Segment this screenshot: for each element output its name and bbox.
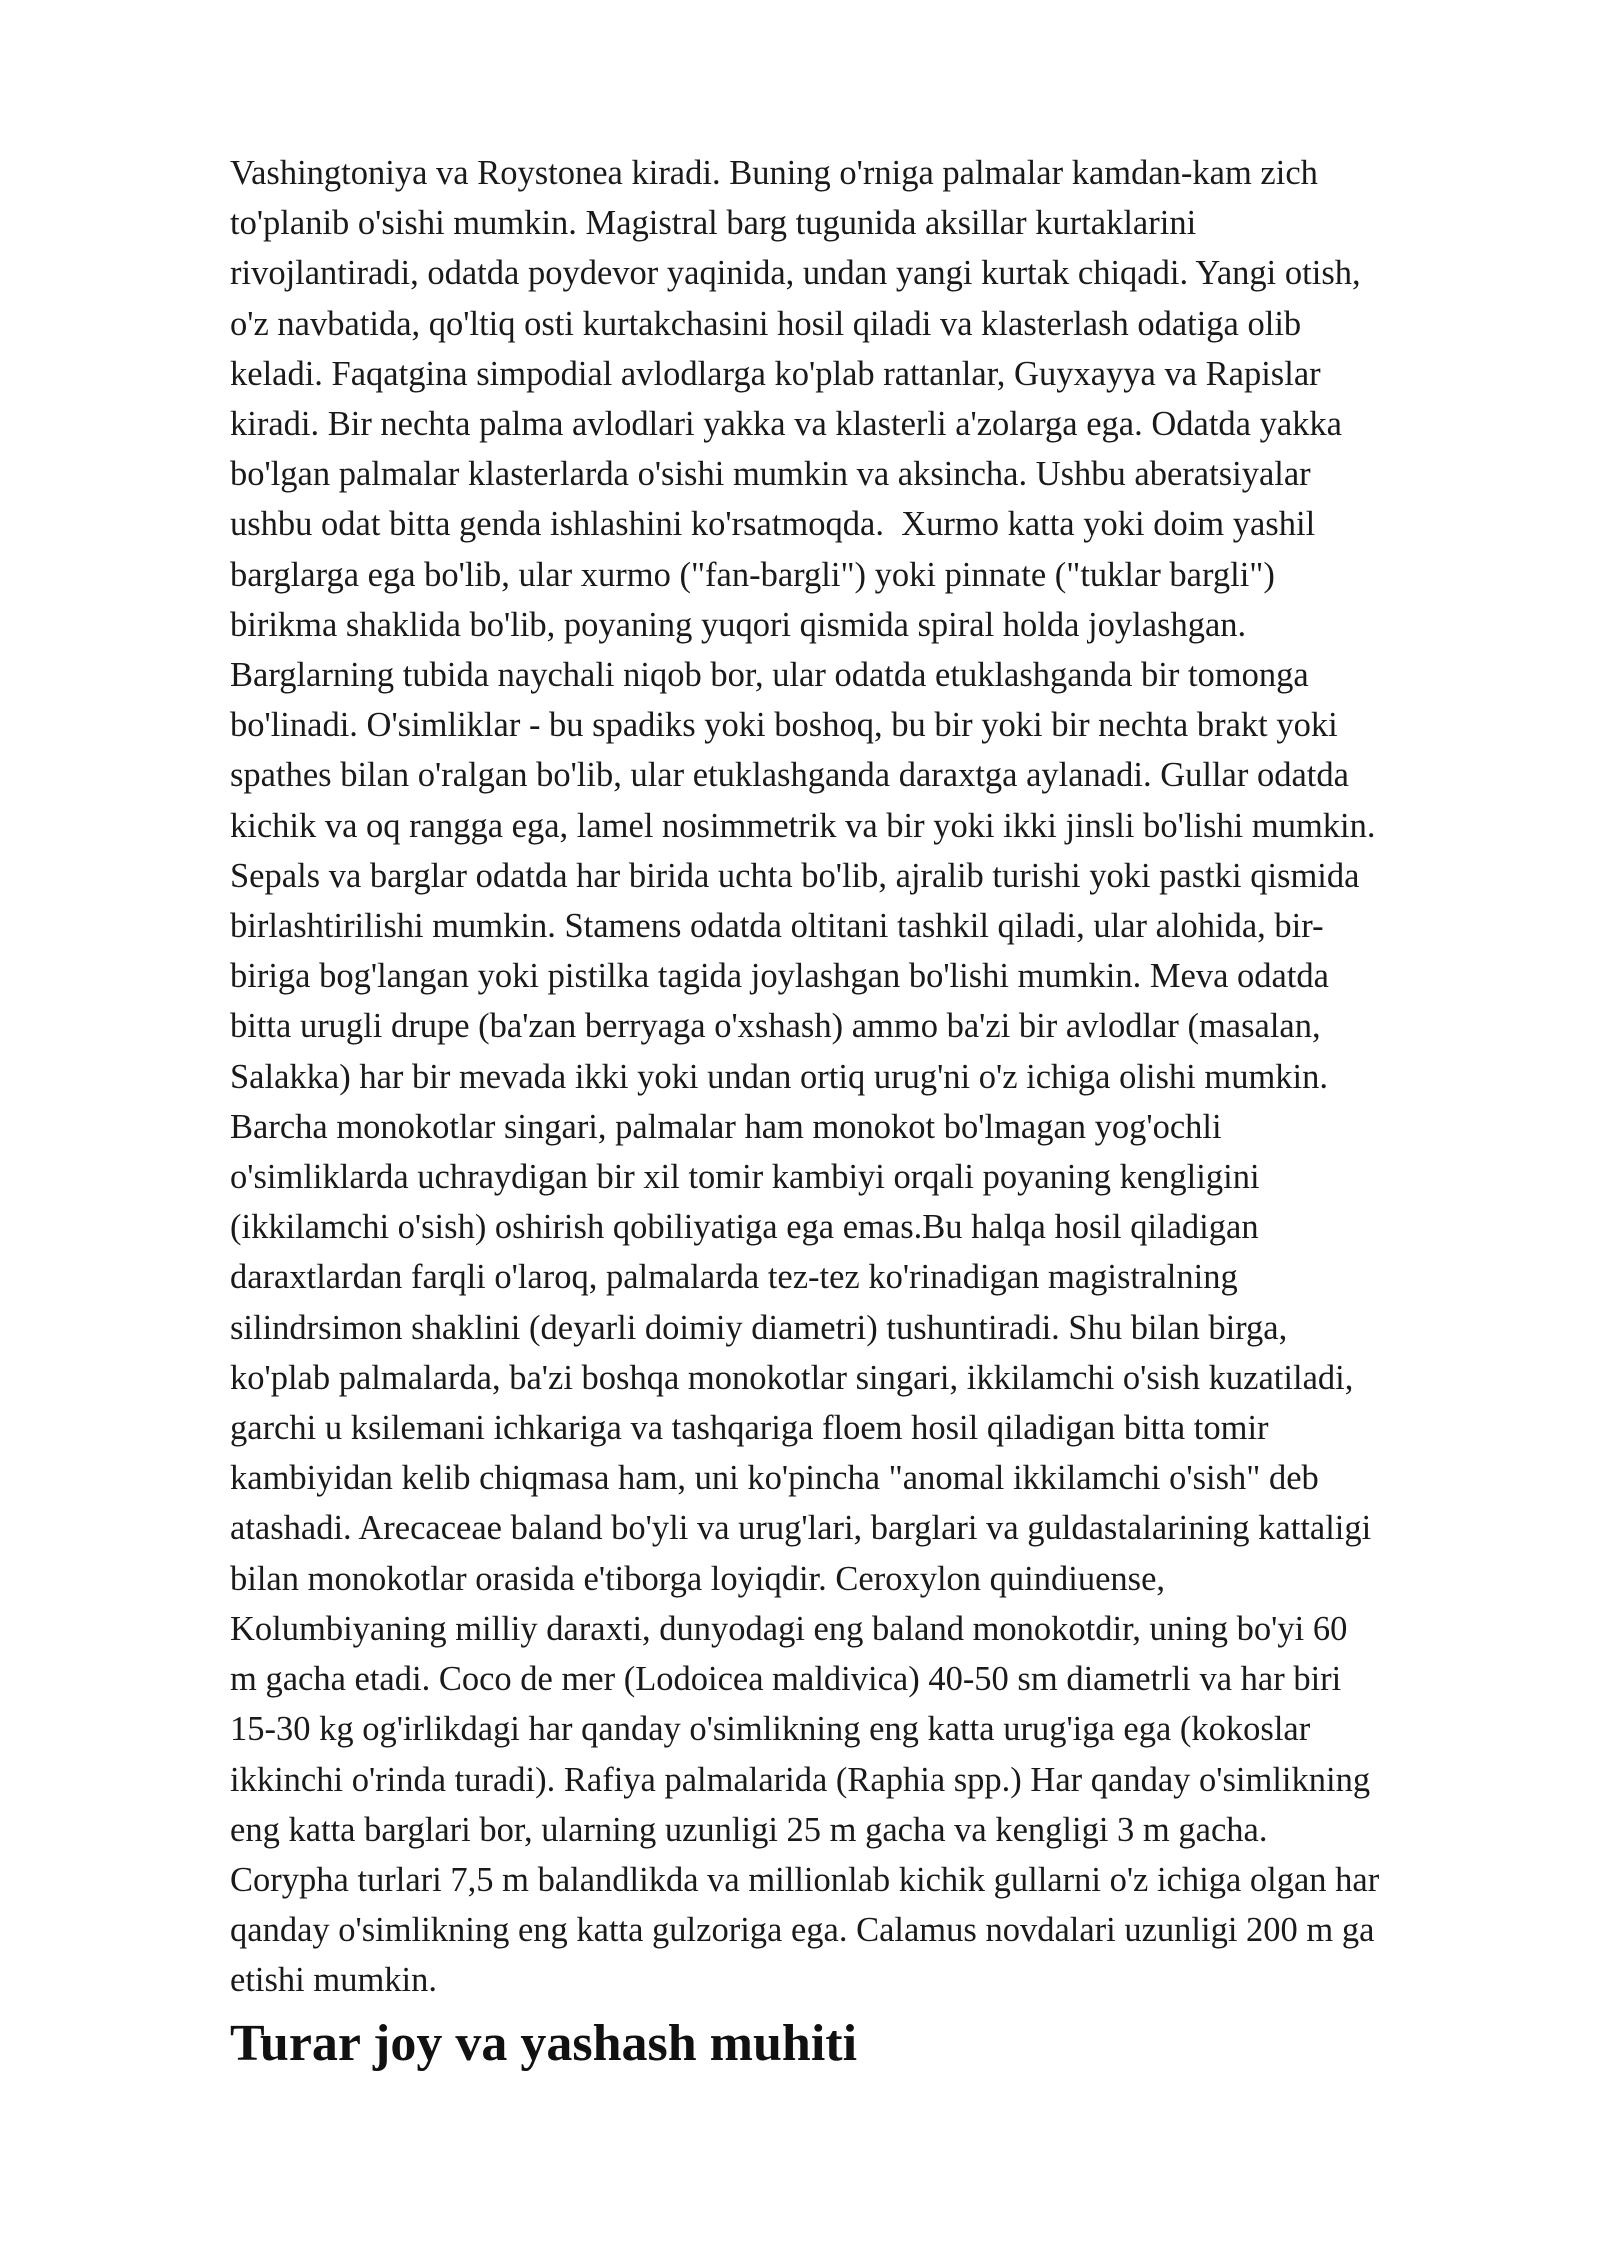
- body-paragraph: Vashingtoniya va Roystonea kiradi. Buning o'rniga palmalar kamdan-kam zich to'planib o'sishi mumkin. Magistral barg tugunida aksillar kurtaklarini rivojlantiradi, odatda poydevor yaqinida, undan yangi kurtak chiqadi. Yangi otish, o'z navbatida, qo'ltiq osti kurtakchasini hosil qiladi va klasterlash odatiga olib keladi. Faqatgina simpodial avlodlarga ko'plab rattanlar, Guyxayya va Rapislar kiradi. Bir nechta palma avlodlari yakka va klasterli a'zolarga ega. Odatda yakka bo'lgan palmalar klasterlarda o'sishi mumkin va aksincha. Ushbu aberatsiyalar ushbu odat bitta genda ishlashini ko'rsatmoqda. Xurmo katta yoki doim yashil barglarga ega bo'lib, ular xurmo ("fan-bargli") yoki pinnate ("tuklar bargli") birikma shaklida bo'lib, poyaning yuqori qismida spiral holda joylashgan. Barglarning tubida naychali niqob bor, ular odatda etuklashganda bir tomonga bo'linadi. O'simliklar - bu spadiks yoki boshoq, bu bir yoki bir nechta brakt yoki spathes bilan o'ralgan bo'lib, ular etuklashganda daraxtga aylanadi. Gullar odatda kichik va oq rangga ega, lamel nosimmetrik va bir yoki ikki jinsli bo'lishi mumkin. Sepals va barglar odatda har birida uchta bo'lib, ajralib turishi yoki pastki qismida birlashtirilishi mumkin. Stamens odatda oltitani tashkil qiladi, ular alohida, bir- biriga bog'langan yoki pistilka tagida joylashgan bo'lishi mumkin. Meva odatda bitta urugli drupe (ba'zan berryaga o'xshash) ammo ba'zi bir avlodlar (masalan, Salakka) har bir mevada ikki yoki undan ortiq urug'ni o'z ichiga olishi mumkin. Barcha monokotlar singari, palmalar ham monokot bo'lmagan yog'ochli o'simliklarda uchraydigan bir xil tomir kambiyi orqali poyaning kengligini (ikkilamchi o'sish) oshirish qobiliyatiga ega emas.Bu halqa hosil qiladigan daraxtlardan farqli o'laroq, palmalarda tez-tez ko'rinadigan magistralning silindrsimon shaklini (deyarli doimiy diametri) tushuntiradi. Shu bilan birga, ko'plab palmalarda, ba'zi boshqa monokotlar singari, ikkilamchi o'sish kuzatiladi, garchi u ksilemani ichkariga va tashqariga floem hosil qiladigan bitta tomir kambiyidan kelib chiqmasa ham, uni ko'pincha "anomal ikkilamchi o'sish" deb atashadi. Arecaceae baland bo'yli va urug'lari, barglari va guldastalarining kattaligi bilan monokotlar orasida e'tiborga loyiqdir. Ceroxylon quindiuense, Kolumbiyaning milliy daraxti, dunyodagi eng baland monokotdir, uning bo'yi 60 m gacha etadi. Coco de mer (Lodoicea maldivica) 40-50 sm diametrli va har biri 15-30 kg og'irlikdagi har qanday o'simlikning eng katta urug'iga ega (kokoslar ikkinchi o'rinda turadi). Rafiya palmalarida (Raphia spp.) Har qanday o'simlikning eng katta barglari bor, ularning uzunligi 25 m gacha va kengligi 3 m gacha. Corypha turlari 7,5 m balandlikda va millionlab kichik gullarni o'z ichiga olgan har qanday o'simlikning eng katta gulzoriga ega. Calamus novdalari uzunligi 200 m ga etishi mumkin.: [230, 154, 1380, 2000]
- section-heading: Turar joy va yashash muhiti: [230, 2015, 858, 2072]
